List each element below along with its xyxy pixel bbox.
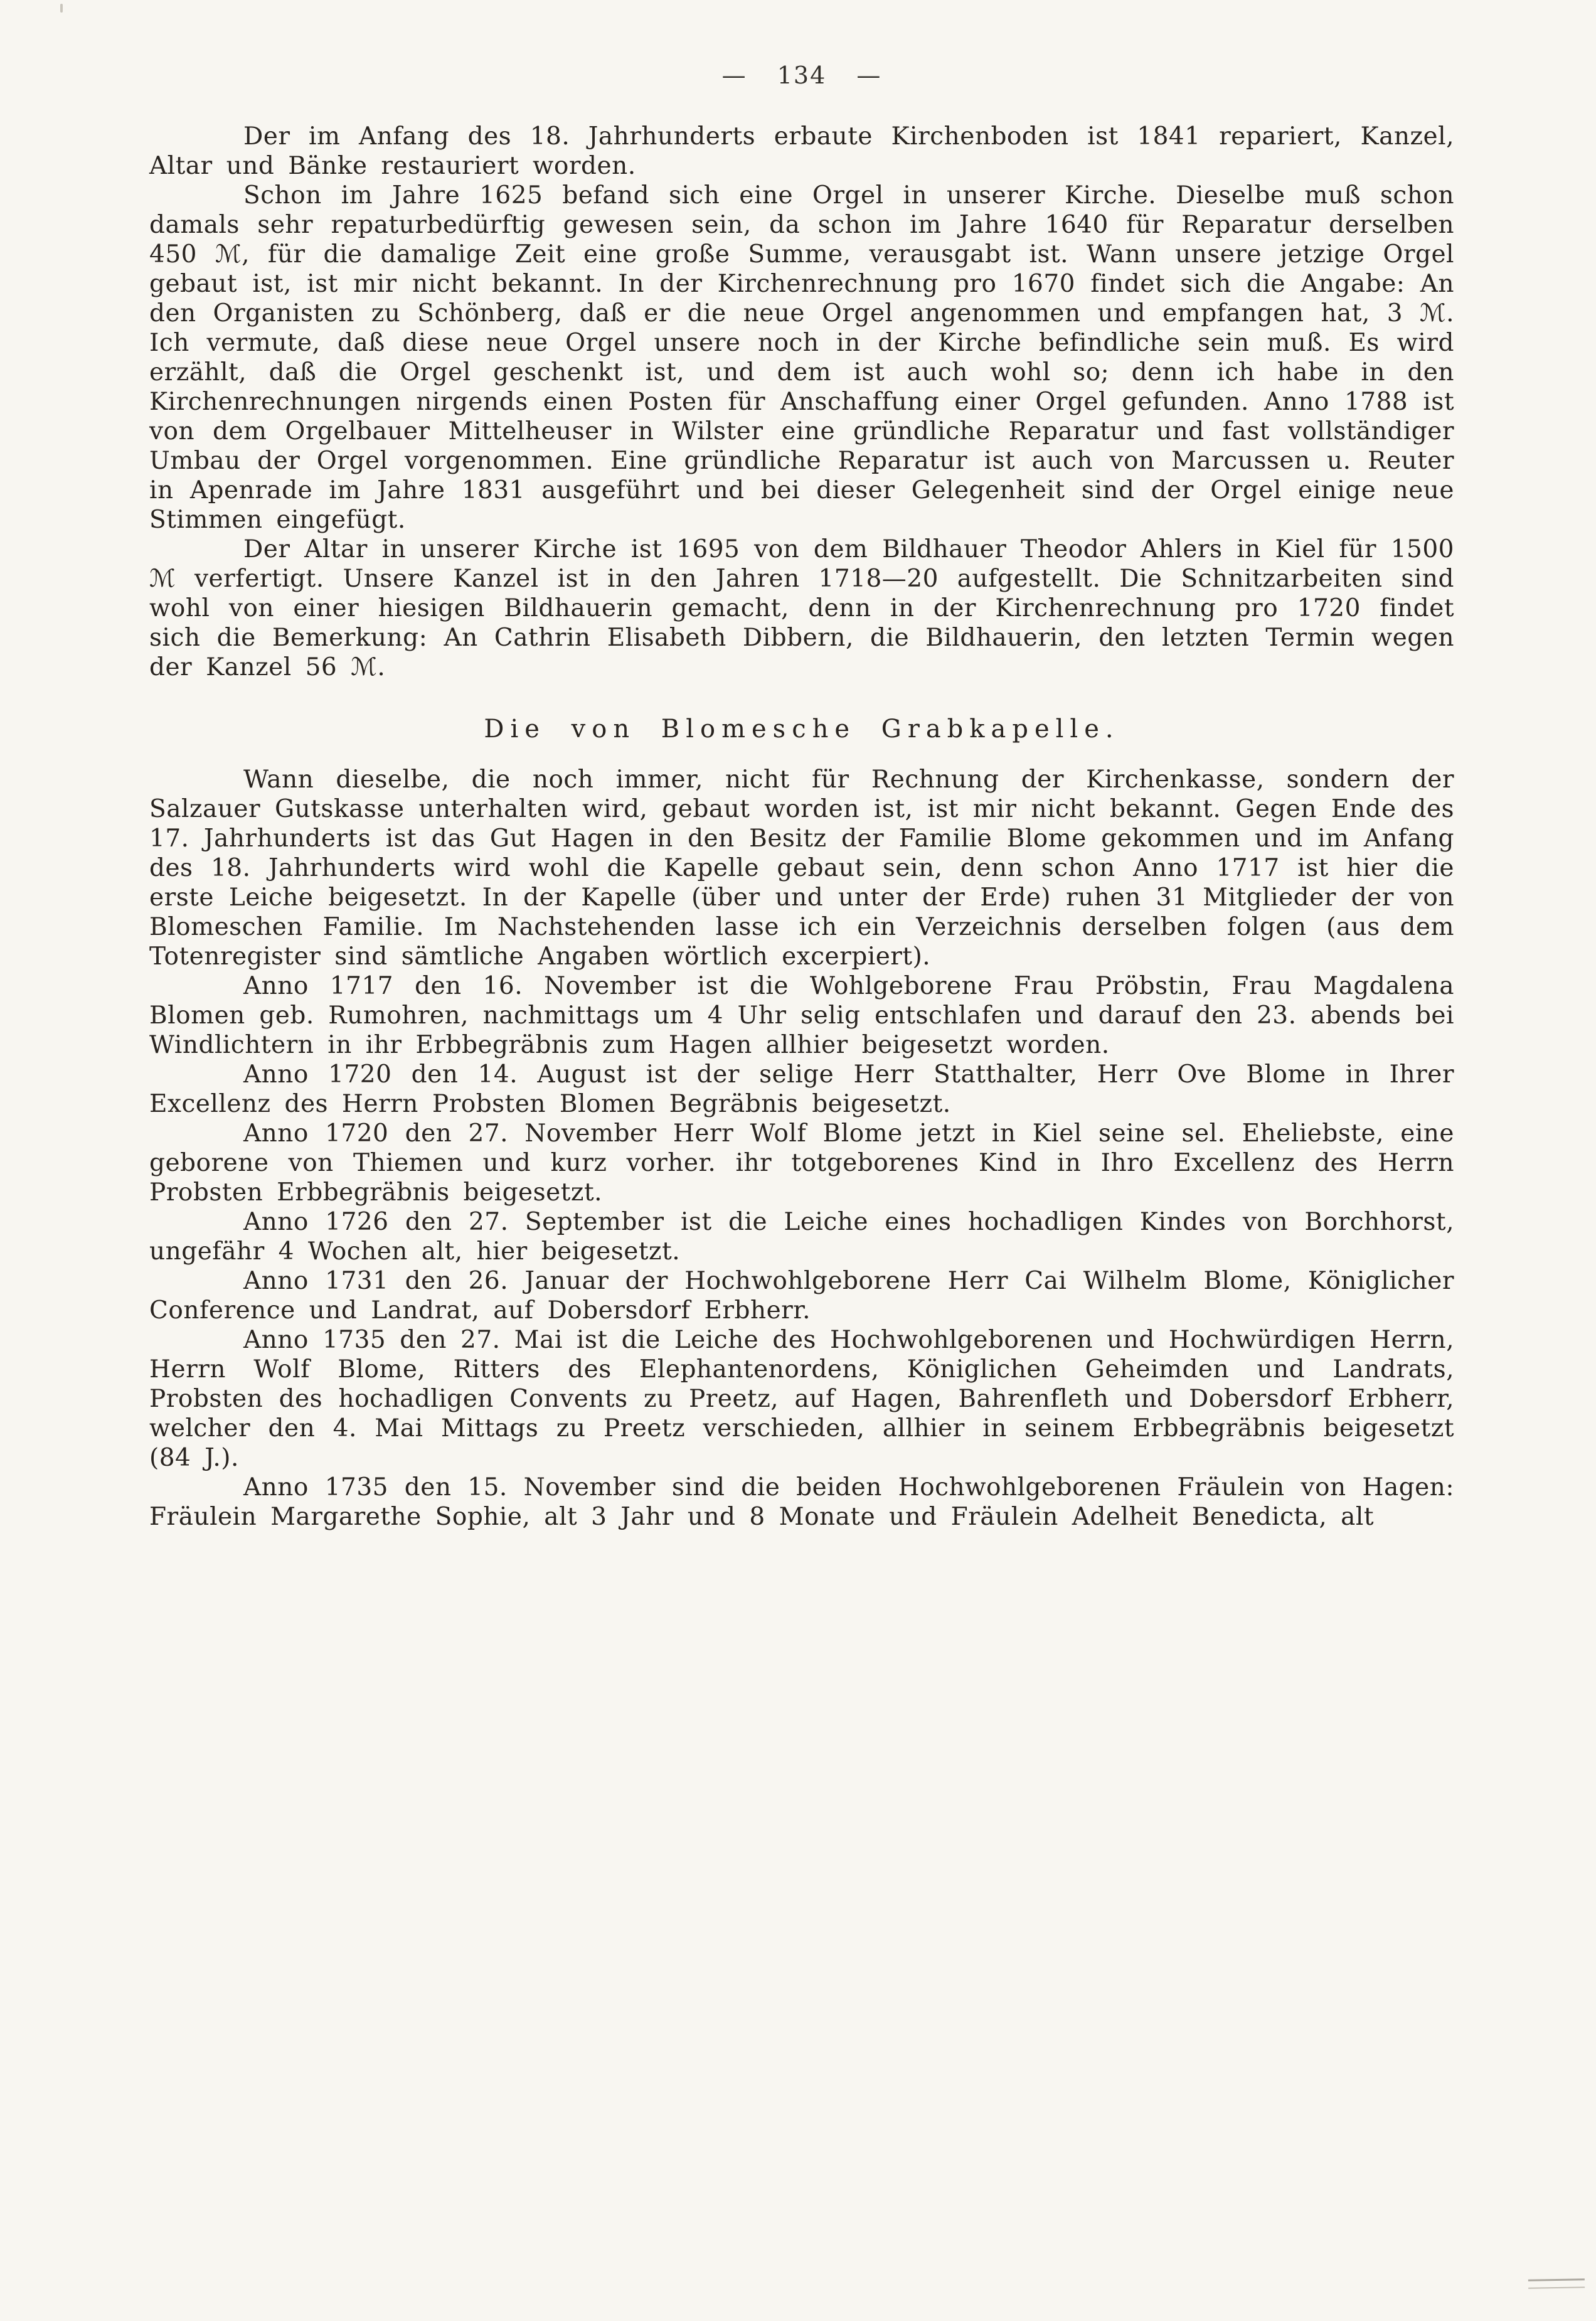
paragraph-grabkapelle-intro: Wann dieselbe, die noch immer, nicht für Rechnung der Kirchenkasse, sondern der Salzauer Gutskasse unterhalten wird, gebaut worden ist, ist mir nicht bekannt. Gegen Ende des 17. Jahrhunderts ist das Gut Hagen in den Besitz der Familie Blome gekommen und im Anfang des 18. Jahrhunderts wird wohl die Kapelle gebaut sein, denn schon Anno 1717 ist hier die erste Leiche beigesetzt. In der Kapelle (über und unter der Erde) ruhen 31 Mitglieder der von Blomeschen Familie. Im Nachstehenden lasse ich ein Verzeichnis derselben folgen (aus dem Totenregister sind sämtliche Angaben wörtlich excerpiert).	[149, 766, 1454, 971]
paragraph-kirchenboden: Der im Anfang des 18. Jahrhunderts erbaute Kirchenboden ist 1841 repariert, Kanzel, Altar und Bänke restauriert worden.	[149, 122, 1454, 180]
scan-speck-artifact	[60, 4, 63, 13]
paragraph-anno-1720-november: Anno 1720 den 27. November Herr Wolf Blome jetzt in Kiel seine sel. Eheliebste, eine geborene von Thiemen und kurz vorher. ihr totgeborenes Kind in Ihro Excellenz des Herrn Probsten Erbbegräbnis beigesetzt.	[149, 1119, 1454, 1207]
page-body	[149, 122, 1454, 1532]
section-heading-grabkapelle: Die von Blomesche Grabkapelle.	[484, 715, 1120, 744]
paragraph-altar-kanzel: Der Altar in unserer Kirche ist 1695 von dem Bildhauer Theodor Ahlers in Kiel für 1500 ℳ verfertigt. Unsere Kanzel ist in den Jahren 1718—20 aufgestellt. Die Schnitzarbeiten sind wohl von einer hiesigen Bildhauerin gemacht, denn in der Kirchenrechnung pro 1720 findet sich die Bemerkung: An Cathrin Elisabeth Dibbern, die Bildhauerin, den letzten Termin wegen der Kanzel 56 ℳ.	[149, 535, 1454, 681]
scan-mark-artifact	[1528, 2278, 1585, 2289]
paragraph-orgel: Schon im Jahre 1625 befand sich eine Orgel in unserer Kirche. Dieselbe muß schon damals sehr repaturbedürftig gewesen sein, da schon im Jahre 1640 für Reparatur derselben 450 ℳ, für die damalige Zeit eine große Summe, verausgabt ist. Wann unsere jetzige Orgel gebaut ist, ist mir nicht bekannt. In der Kirchenrechnung pro 1670 findet sich die Angabe: An den Organisten zu Schönberg, daß er die neue Orgel angenommen und empfangen hat, 3 ℳ. Ich vermute, daß diese neue Orgel unsere noch in der Kirche befindliche sein muß. Es wird erzählt, daß die Orgel geschenkt ist, und dem ist auch wohl so; denn ich habe in den Kirchenrechnungen nirgends einen Posten für Anschaffung einer Orgel gefunden. Anno 1788 ist von dem Orgelbauer Mittelheuser in Wilster eine gründliche Reparatur und fast vollständiger Umbau der Orgel vorgenommen. Eine gründliche Reparatur ist auch von Marcussen u. Reuter in Apenrade im Jahre 1831 ausgeführt und bei dieser Gelegenheit sind der Orgel einige neue Stimmen eingefügt.	[149, 181, 1454, 534]
page-number: — 134 —	[721, 61, 882, 89]
paragraph-anno-1726: Anno 1726 den 27. September ist die Leiche eines hochadligen Kindes von Borchhorst, ungefähr 4 Wochen alt, hier beigesetzt.	[149, 1208, 1454, 1266]
paragraph-anno-1735-november: Anno 1735 den 15. November sind die beiden Hochwohlgeborenen Fräulein von Hagen: Fräulein Margarethe Sophie, alt 3 Jahr und 8 Monate und Fräulein Adelheit Benedicta, alt	[149, 1473, 1454, 1531]
paragraph-anno-1731: Anno 1731 den 26. Januar der Hochwohlgeborene Herr Cai Wilhelm Blome, Königlicher Conference und Landrat, auf Dobersdorf Erbherr.	[149, 1267, 1454, 1325]
paragraph-anno-1735-mai: Anno 1735 den 27. Mai ist die Leiche des Hochwohlgeborenen und Hochwürdigen Herrn, Herrn Wolf Blome, Ritters des Elephantenordens, Königlichen Geheimden und Landrats, Probsten des hochadligen Convents zu Preetz, auf Hagen, Bahrenfleth und Dobersdorf Erbherr, welcher den 4. Mai Mittags zu Preetz verschieden, allhier in seinem Erbbegräbnis beigesetzt (84 J.).	[149, 1326, 1454, 1472]
paragraph-anno-1717: Anno 1717 den 16. November ist die Wohlgeborene Frau Pröbstin, Frau Magdalena Blomen geb. Rumohren, nachmittags um 4 Uhr selig entschlafen und darauf den 23. abends bei Windlichtern in ihr Erbbegräbnis zum Hagen allhier beigesetzt worden.	[149, 972, 1454, 1059]
paragraph-anno-1720-august: Anno 1720 den 14. August ist der selige Herr Statthalter, Herr Ove Blome in Ihrer Excellenz des Herrn Probsten Blomen Begräbnis beigesetzt.	[149, 1060, 1454, 1118]
